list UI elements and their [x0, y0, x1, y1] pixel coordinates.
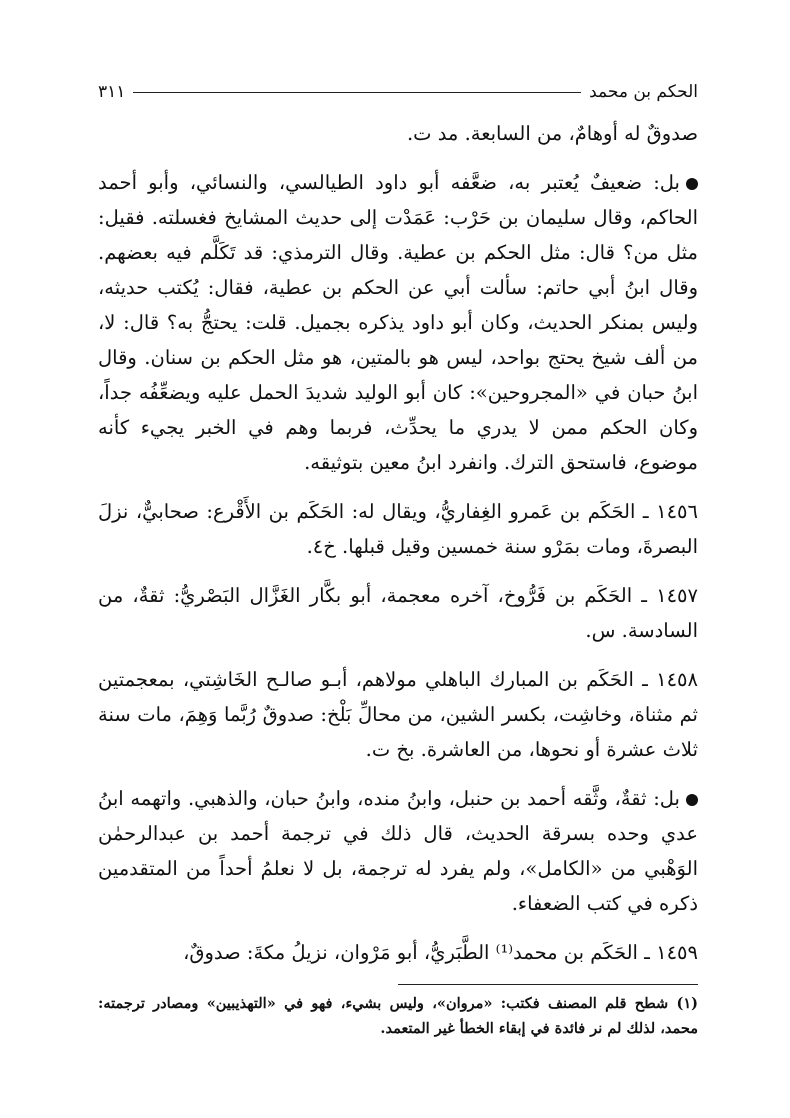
- footnote: (١) شطح قلم المصنف فكتب: «مروان»، وليس بشيء، فهو في «التهذيبين» ومصادر ترجمته: محمد، لذلك لم نر فائدة في إبقاء الخطأ غير المتعمد.: [98, 995, 698, 1037]
- entry-1458: ١٤٥٨ ـ الحَكَم بن المبارك الباهلي مولاهم، أبـو صالـح الخَاشِتي، بمعجمتين ثم مثناة، وخاشِت، بكسر الشين، من محالِّ بَلْخ: صدوقٌ رُبَّما وَهِمَ، مات سنة ثلاث عشرة أو نحوها، من العاشرة. بخ ت.: [98, 668, 698, 761]
- document-page: [98, 78, 698, 1041]
- header-title: الحكم بن محمد: [589, 82, 698, 102]
- footnote-separator: [398, 984, 698, 985]
- critique-text: بل: ضعيفٌ يُعتبر به، ضعَّفه أبو داود الطيالسي، والنسائي، وأبو أحمد الحاكم، وقال سليمان بن حَرْب: عَمَدْت إلى حديث المشايخ فغسلته. فقيل: مثل من؟ قال: مثل الحكم بن عطية. وقال الترمذي: قد تَكَلَّم فيه بعضهم. وقال ابنُ أبي حاتم: سألت أبي عن الحكم بن عطية، فقال: يُكتب حديثه، وليس بمنكر الحديث، وكان أبو داود يذكره بجميل. قلت: يحتجُّ به؟ قال: لا، من ألف شيخ يحتج بواحد، ليس هو بالمتين، هو مثل الحكم بن سنان. وقال ابنُ حبان في «المجروحين»: كان أبو الوليد شديدَ الحمل عليه ويضعِّفُه جداً، وكان الحكم ممن لا يدري ما يحدِّث، فربما وهم في الخبر يجيء كأنه موضوع، فاستحق الترك. وانفرد ابنُ معين بتوثيقه.: [98, 171, 698, 474]
- header-rule: [133, 92, 581, 93]
- running-header: [98, 78, 698, 106]
- critique-paragraph-2: [98, 781, 698, 921]
- entry-1457: ١٤٥٧ ـ الحَكَم بن فَرُّوخ، آخره معجمة، أبو بكَّار الغَزَّال البَصْريُّ: ثقةٌ، من السادسة. س.: [98, 584, 698, 642]
- entry-1459: ١٤٥٩ ـ الحَكَم بن محمد⁽¹⁾ الطَّبَريُّ، أبو مَرْوان، نزيلُ مكةَ: صدوقٌ،: [183, 941, 698, 964]
- entry-continuation: صدوقٌ له أوهامٌ، من السابعة. مد ت.: [406, 122, 698, 145]
- page-number: ٣١١: [98, 82, 126, 102]
- critique-paragraph: [98, 165, 698, 480]
- entry-1456: ١٤٥٦ ـ الحَكَم بن عَمرو الغِفاريُّ، ويقال له: الحَكَم بن الأَقْرع: صحابيٌّ، نزلَ البصرةَ، ومات بمَرْو سنة خمسين وقيل قبلها. خ٤.: [98, 500, 698, 558]
- bullet-icon: [686, 178, 698, 190]
- bullet-icon: [686, 794, 698, 806]
- critique-text-2: بل: ثقةٌ، وثَّقه أحمد بن حنبل، وابنُ منده، وابنُ حبان، والذهبي. واتهمه ابنُ عدي وحده بسرقة الحديث، قال ذلك في ترجمة أحمد بن عبدالرحمٰن الوَهْبي من «الكامل»، ولم يفرد له ترجمة، بل لا نعلمُ أحداً من المتقدمين ذكره في كتب الضعفاء.: [98, 787, 698, 915]
